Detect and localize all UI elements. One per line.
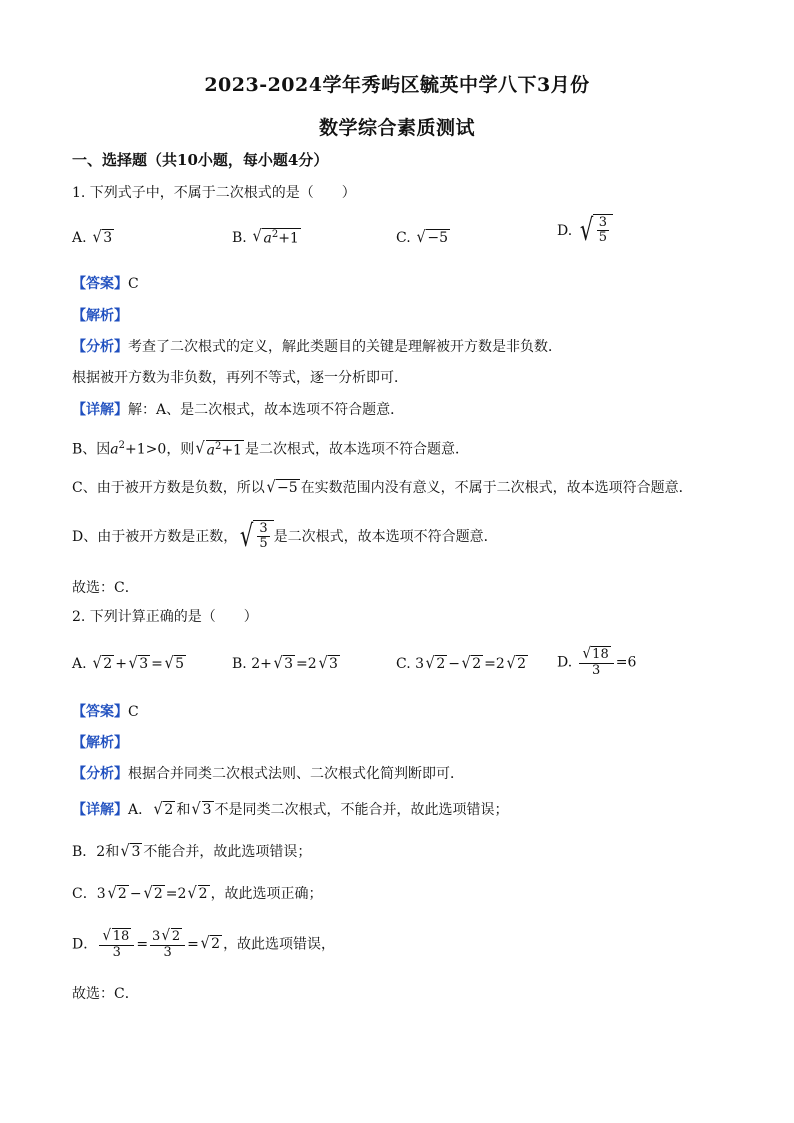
q1-fenxi: 【分析】考查了二次根式的定义，解此类题目的关键是理解被开方数是非负数．: [72, 339, 562, 355]
q2-xiangjie-a: 【详解】A． √ 2 和 √ 3 不是同类二次根式，不能合并，故此选项错误；: [72, 798, 509, 818]
q1-answer: 【答案】C: [72, 276, 139, 292]
q2-answer: 【答案】C: [72, 704, 139, 720]
q2-option-a: A. √ 2 + √ 3 = √ 5: [72, 652, 185, 672]
q1-fenxi-2: 根据被开方数为非负数，再列不等式，逐一分析即可．: [72, 370, 408, 386]
q2-option-d: D. √ 18 3 =6: [557, 644, 637, 679]
q2-analysis-tag: 【解析】: [72, 735, 128, 751]
page-title-line1: 2023-2024学年秀屿区毓英中学八下3月份: [204, 74, 590, 96]
q1-xiangjie-b: B、因$a^2+1>0$，则 √ $a^2+1$ 是二次根式，故本选项不符合题意．: [72, 437, 469, 459]
q2-xiangjie-b: B．2和 √ 3 不能合并，故此选项错误；: [72, 840, 312, 860]
q1-option-c: C. √ −5: [396, 226, 449, 246]
q1-option-a: A. √ 3: [72, 226, 113, 246]
q2-xiangjie-c: C．3 √ 2 − √ 2 =2 √ 2 ，故此选项正确；: [72, 882, 323, 902]
page-title-line2: 数学综合素质测试: [318, 117, 475, 139]
q1-choose: 故选：C．: [72, 580, 139, 596]
q2-option-b: B. 2+ √ 3 =2 √ 3: [232, 652, 338, 672]
q2-stem: 2. 下列计算正确的是（ ）: [72, 609, 258, 625]
section-heading: 一、选择题（共10小题，每小题4分）: [72, 151, 329, 169]
q1-option-b: B. √ $a^2+1$: [232, 226, 299, 247]
q1-analysis-tag: 【解析】: [72, 308, 128, 324]
q2-choose: 故选：C．: [72, 986, 139, 1002]
q2-fenxi: 【分析】根据合并同类二次根式法则、二次根式化简判断即可．: [72, 766, 464, 782]
q1-stem: 1. 下列式子中，不属于二次根式的是（ ）: [72, 185, 356, 201]
q2-xiangjie-d: D． √ 18 3 = 3 √ 2 3 = √ 2 ，故此选项错误，: [72, 926, 336, 961]
q1-xiangjie-d: D、由于被开方数是正数， √ $\frac{3}{5}$ 是二次根式，故本选项不符合题意．: [72, 519, 498, 554]
q2-option-c: C. 3 √ 2 − √ 2 =2 √ 2: [396, 652, 526, 672]
q1-xiangjie-c: C、由于被开方数是负数，所以 √ −5 在实数范围内没有意义，不属于二次根式，故本选项符合题意．: [72, 476, 693, 496]
q1-option-d: D. √ $\frac{3}{5}$: [557, 214, 613, 248]
q1-xiangjie-a: 【详解】解：A、是二次根式，故本选项不符合题意．: [72, 402, 405, 418]
